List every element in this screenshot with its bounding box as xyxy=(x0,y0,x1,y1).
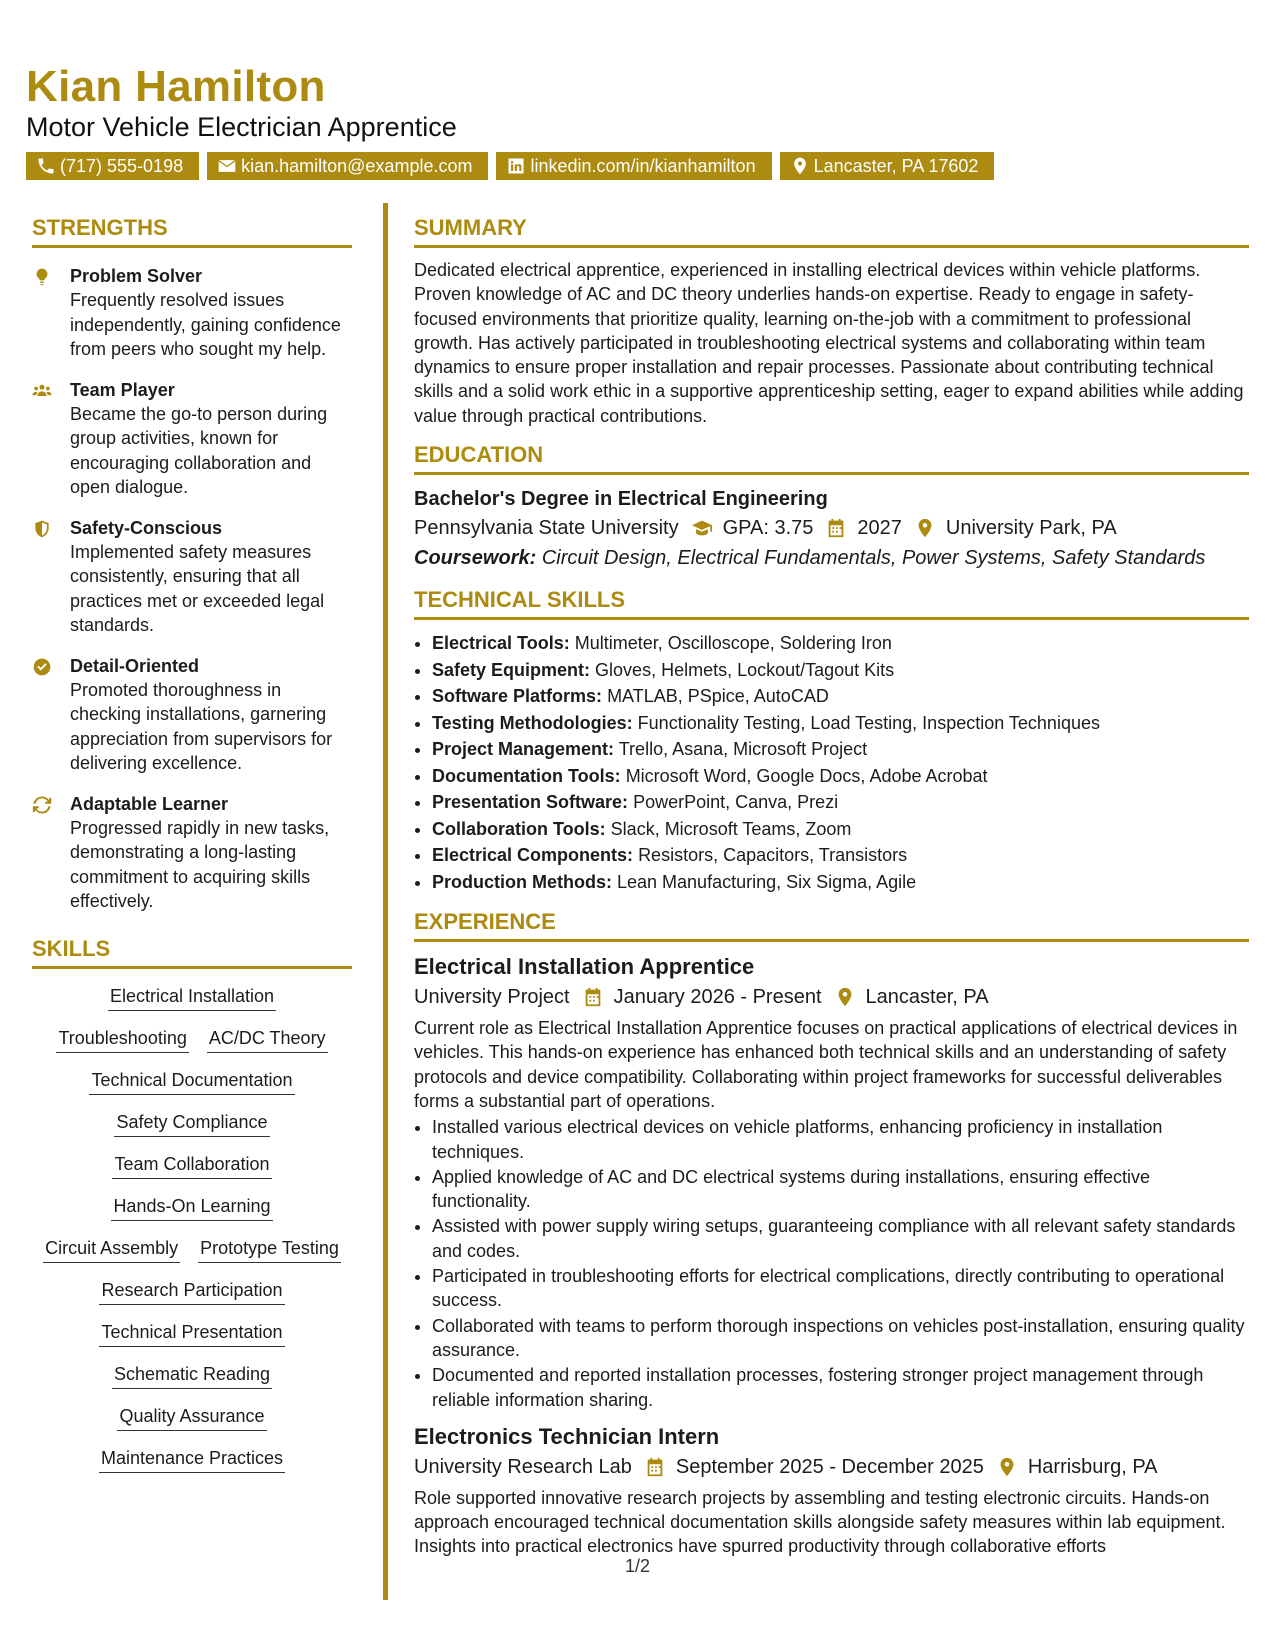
job-title: Electronics Technician Intern xyxy=(414,1423,720,1449)
education-school: Pennsylvania State University xyxy=(414,517,679,540)
contact-phone[interactable] xyxy=(26,152,199,180)
strength-title: Adaptable Learner xyxy=(70,793,229,814)
strength-desc: Progressed rapidly in new tasks, demonstrating a long-lasting commitment to acquiring skills effectively. xyxy=(70,817,330,911)
skill-tag: Prototype Testing xyxy=(198,1235,341,1263)
tech-skill-label: Collaboration Tools: xyxy=(432,818,606,839)
skill-tag: Schematic Reading xyxy=(112,1361,272,1389)
tech-skill-value: MATLAB, PSpice, AutoCAD xyxy=(607,686,829,707)
strength-item xyxy=(32,264,352,362)
strengths-heading: STRENGTHS xyxy=(32,215,352,248)
education-degree: Bachelor's Degree in Electrical Engineering xyxy=(414,488,828,511)
summary-text: Dedicated electrical apprentice, experienced in installing electrical devices within vehicle platforms. Proven knowledge of AC and DC theory underlies hands-on expertise. Ready to engage in safety-focused environments that prioritize quality, learning on-the-job with a commitment to professional growth. Has actively participated in troubleshooting electrical systems and collaborating within team dynamics to ensure proper installation and repair processes. Passionate about contributing technical skills and a solid work ethic in a supportive apprenticeship setting, eager to expand abilities while adding value through practical contributions. xyxy=(414,260,1244,426)
tech-skill-value: PowerPoint, Canva, Prezi xyxy=(633,792,839,813)
job-bullet: • Collaborated with teams to perform thorough inspections on vehicles post-installation, ensuring quality assurance. xyxy=(432,1314,1249,1363)
sync-icon xyxy=(32,792,70,914)
column-divider xyxy=(383,203,388,1600)
tech-skill-label: Electrical Components: xyxy=(432,845,634,866)
tech-skill-value: Trello, Asana, Microsoft Project xyxy=(618,739,868,760)
education-year: 2027 xyxy=(857,517,902,540)
tech-skill-label: Safety Equipment: xyxy=(432,659,591,680)
strength-item xyxy=(32,378,352,500)
contact-location xyxy=(780,152,995,180)
job-org: University Research Lab xyxy=(414,1455,632,1478)
contact-email[interactable] xyxy=(207,152,488,180)
contact-bar xyxy=(26,152,994,180)
strength-item xyxy=(32,792,352,914)
skills-tags xyxy=(32,983,352,1473)
contact-linkedin[interactable] xyxy=(496,152,771,180)
tech-skill-label: Production Methods: xyxy=(432,871,612,892)
job-org: University Project xyxy=(414,986,570,1009)
experience-entry xyxy=(414,1422,1249,1559)
strength-title: Team Player xyxy=(70,379,175,400)
skill-tag: Electrical Installation xyxy=(108,983,276,1011)
tech-skill-item xyxy=(432,657,1249,684)
page-number: 1/2 xyxy=(624,1556,651,1576)
tech-skill-item xyxy=(432,789,1249,816)
strength-item xyxy=(32,654,352,776)
education-location: University Park, PA xyxy=(945,517,1117,540)
technical-skills-list xyxy=(414,630,1249,895)
job-description: Role supported innovative research projects by assembling and testing electronic circuits. Hands-on approach encouraged technical documentation skills alongside safety measures within lab equipment. Insights into practical electronics have spurred productivity through collaborative efforts xyxy=(414,1487,1226,1557)
tech-skill-item xyxy=(432,710,1249,737)
strength-desc: Became the go-to person during group activities, known for encouraging collaboration and open dialogue. xyxy=(70,403,328,497)
tech-skill-label: Documentation Tools: xyxy=(432,765,621,786)
coursework-list: Circuit Design, Electrical Fundamentals, Power Systems, Safety Standards xyxy=(541,547,1206,570)
job-title: Electrical Installation Apprentice xyxy=(414,954,755,980)
tech-skill-value: Lean Manufacturing, Six Sigma, Agile xyxy=(617,871,917,892)
left-column xyxy=(32,215,352,1473)
job-bullet: • Assisted with power supply wiring setups, guaranteeing compliance with all relevant safety standards and codes. xyxy=(432,1214,1249,1263)
tech-skill-value: Multimeter, Oscilloscope, Soldering Iron xyxy=(574,633,892,654)
shield-icon xyxy=(32,516,70,638)
education-gpa: GPA: 3.75 xyxy=(722,517,814,540)
job-meta xyxy=(414,982,1249,1012)
strength-desc: Frequently resolved issues independently, gaining confidence from peers who sought my help. xyxy=(70,290,341,359)
job-bullet: • Applied knowledge of AC and DC electrical systems during installations, ensuring effective functionality. xyxy=(432,1165,1249,1214)
calendar-icon xyxy=(644,1456,666,1478)
check-circle-icon xyxy=(32,654,70,776)
candidate-title: Motor Vehicle Electrician Apprentice xyxy=(26,112,457,142)
skill-tag: Research Participation xyxy=(99,1277,284,1305)
job-location: Lancaster, PA xyxy=(865,986,989,1009)
skill-tag: Circuit Assembly xyxy=(43,1235,180,1263)
skill-tag: Troubleshooting xyxy=(56,1025,188,1053)
calendar-icon xyxy=(582,986,604,1008)
job-bullet: • Documented and reported installation processes, fostering stronger project management through reliable information sharing. xyxy=(432,1363,1249,1412)
tech-skill-label: Software Platforms: xyxy=(432,686,603,707)
skill-tag: Team Collaboration xyxy=(112,1151,271,1179)
users-icon xyxy=(32,378,70,500)
contact-linkedin-text: linkedin.com/in/kianhamilton xyxy=(530,155,756,176)
strengths-list xyxy=(32,264,352,914)
tech-skill-label: Presentation Software: xyxy=(432,792,629,813)
strength-desc: Implemented safety measures consistently, ensuring that all practices met or exceeded legal standards. xyxy=(70,541,325,635)
contact-phone-text: (717) 555-0198 xyxy=(60,155,184,176)
experience-entry xyxy=(414,952,1249,1412)
tech-skill-item xyxy=(432,683,1249,710)
job-bullet: • Participated in troubleshooting efforts for electrical complications, directly contributing to operational success. xyxy=(432,1264,1249,1313)
skill-tag: AC/DC Theory xyxy=(207,1025,328,1053)
strength-item xyxy=(32,516,352,638)
graduation-cap-icon xyxy=(691,517,713,539)
tech-skill-item xyxy=(432,842,1249,869)
education-coursework xyxy=(414,543,1249,573)
experience-heading: EXPERIENCE xyxy=(414,909,1249,942)
tech-skill-value: Microsoft Word, Google Docs, Adobe Acrobat xyxy=(625,765,988,786)
job-bullets xyxy=(414,1115,1249,1412)
skill-tag: Hands-On Learning xyxy=(111,1193,272,1221)
lightbulb-icon xyxy=(32,264,70,362)
contact-email-text: kian.hamilton@example.com xyxy=(241,155,473,176)
map-pin-icon xyxy=(834,986,856,1008)
strength-title: Safety-Conscious xyxy=(70,517,223,538)
skill-tag: Technical Presentation xyxy=(99,1319,284,1347)
skill-tag: Technical Documentation xyxy=(89,1067,294,1095)
job-description: Current role as Electrical Installation Apprentice focuses on practical applications of electrical devices in vehicles. This hands-on experience has enhanced both technical skills and an understanding of safety protocols and device compatibility. Collaborating within project frameworks for successful deliverables forms a substantial part of operations. xyxy=(414,1018,1238,1111)
job-location: Harrisburg, PA xyxy=(1027,1455,1158,1478)
tech-skill-item xyxy=(432,869,1249,896)
education-meta xyxy=(414,513,1249,543)
tech-skill-value: Functionality Testing, Load Testing, Inspection Techniques xyxy=(637,712,1100,733)
strength-desc: Promoted thoroughness in checking installations, garnering appreciation from supervisors for delivering excellence. xyxy=(70,679,333,773)
phone-icon xyxy=(36,156,56,176)
education-heading: EDUCATION xyxy=(414,442,1249,475)
linkedin-icon xyxy=(506,156,526,176)
tech-skill-value: Gloves, Helmets, Lockout/Tagout Kits xyxy=(595,659,895,680)
job-meta xyxy=(414,1452,1249,1482)
strength-title: Detail-Oriented xyxy=(70,655,200,676)
tech-skill-label: Project Management: xyxy=(432,739,615,760)
calendar-icon xyxy=(825,517,847,539)
tech-skill-label: Electrical Tools: xyxy=(432,633,570,654)
tech-skill-item xyxy=(432,763,1249,790)
map-pin-icon xyxy=(996,1456,1018,1478)
tech-skill-value: Slack, Microsoft Teams, Zoom xyxy=(610,818,852,839)
technical-skills-heading: TECHNICAL SKILLS xyxy=(414,587,1249,620)
tech-skill-value: Resistors, Capacitors, Transistors xyxy=(638,845,908,866)
skills-heading: SKILLS xyxy=(32,936,352,969)
job-dates: January 2026 - Present xyxy=(613,986,822,1009)
envelope-icon xyxy=(217,156,237,176)
skill-tag: Quality Assurance xyxy=(117,1403,266,1431)
skill-tag: Maintenance Practices xyxy=(99,1445,285,1473)
tech-skill-item xyxy=(432,816,1249,843)
summary-heading: SUMMARY xyxy=(414,215,1249,248)
job-dates: September 2025 - December 2025 xyxy=(675,1455,984,1478)
candidate-name: Kian Hamilton xyxy=(26,62,326,111)
coursework-label: Coursework: xyxy=(414,547,537,570)
tech-skill-item xyxy=(432,630,1249,657)
map-pin-icon xyxy=(790,156,810,176)
right-column xyxy=(414,215,1249,1559)
contact-location-text: Lancaster, PA 17602 xyxy=(813,155,979,176)
map-pin-icon xyxy=(914,517,936,539)
skill-tag: Safety Compliance xyxy=(114,1109,269,1137)
job-bullet: • Installed various electrical devices on vehicle platforms, enhancing proficiency in installation techniques. xyxy=(432,1115,1249,1164)
tech-skill-item xyxy=(432,736,1249,763)
tech-skill-label: Testing Methodologies: xyxy=(432,712,633,733)
strength-title: Problem Solver xyxy=(70,266,203,286)
